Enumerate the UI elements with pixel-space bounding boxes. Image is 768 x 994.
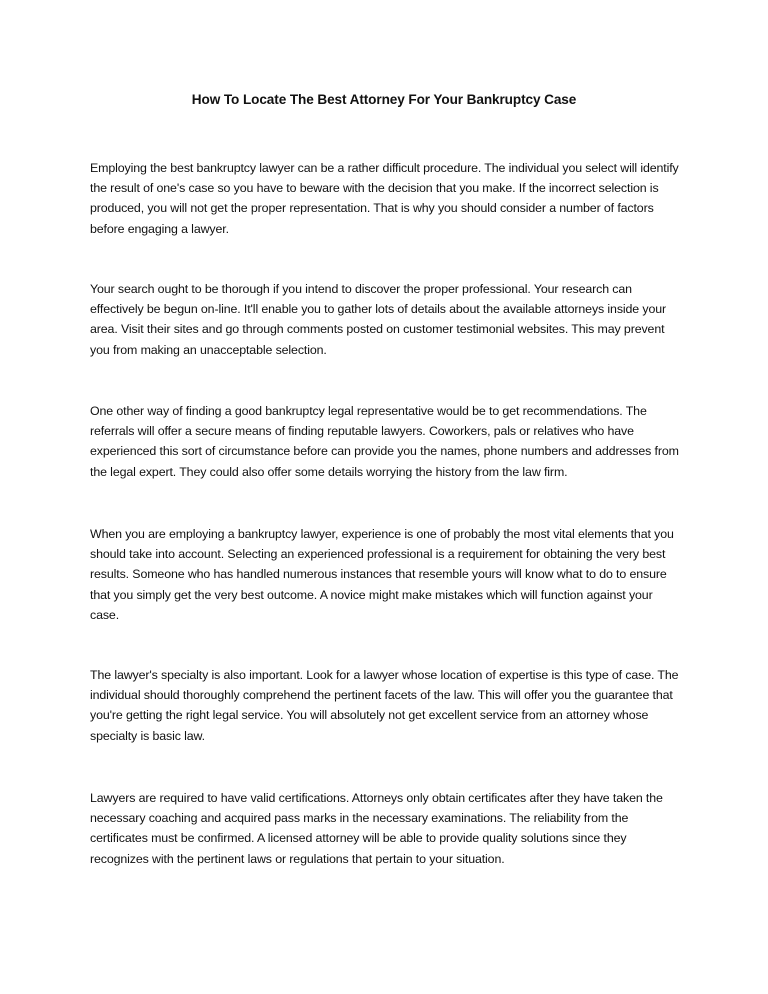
paragraph-specialty: The lawyer's specialty is also important. Look for a lawyer whose location of expertise is this type of case. The individual should thoroughly comprehend the pertinent facets of the law. This will offer you the guarantee that you're getting the right legal service. You will absolutely not get excellent service from an attorney whose specialty is basic law. xyxy=(90,668,679,743)
paragraph-intro: Employing the best bankruptcy lawyer can be a rather difficult procedure. The individual you select will identify the result of one's case so you have to beware with the decision that you make. If the incorrect selection is produced, you will not get the proper representation. That is why you should consider a number of factors before engaging a lawyer. xyxy=(90,161,679,236)
paragraph-certifications: Lawyers are required to have valid certifications. Attorneys only obtain certificates after they have taken the necessary coaching and acquired pass marks in the necessary examinations. The reliability from the certificates must be confirmed. A licensed attorney will be able to provide quality solutions since they recognizes with the pertinent laws or regulations that pertain to your situation. xyxy=(90,791,663,866)
paragraph-recommendations: One other way of finding a good bankruptcy legal representative would be to get recommendations. The referrals will offer a secure means of finding reputable lawyers. Coworkers, pals or relatives who have experienced this sort of circumstance before can provide you the names, phone numbers and addresses from the legal expert. They could also offer some details worrying the history from the law firm. xyxy=(90,404,679,479)
page-title: How To Locate The Best Attorney For Your Bankruptcy Case xyxy=(191,92,577,107)
paragraph-experience: When you are employing a bankruptcy lawyer, experience is one of probably the most vital elements that you should take into account. Selecting an experienced professional is a requirement for obtaining the very best results. Someone who has handled numerous instances that resemble yours will know what to do to ensure that you simply get the very best outcome. A novice might make mistakes which will function against your case. xyxy=(90,527,674,622)
paragraph-research: Your search ought to be thorough if you intend to discover the proper professional. Your research can effectively be begun on-line. It'll enable you to gather lots of details about the available attorneys inside your area. Visit their sites and go through comments posted on customer testimonial websites. This may prevent you from making an unacceptable selection. xyxy=(90,282,667,357)
